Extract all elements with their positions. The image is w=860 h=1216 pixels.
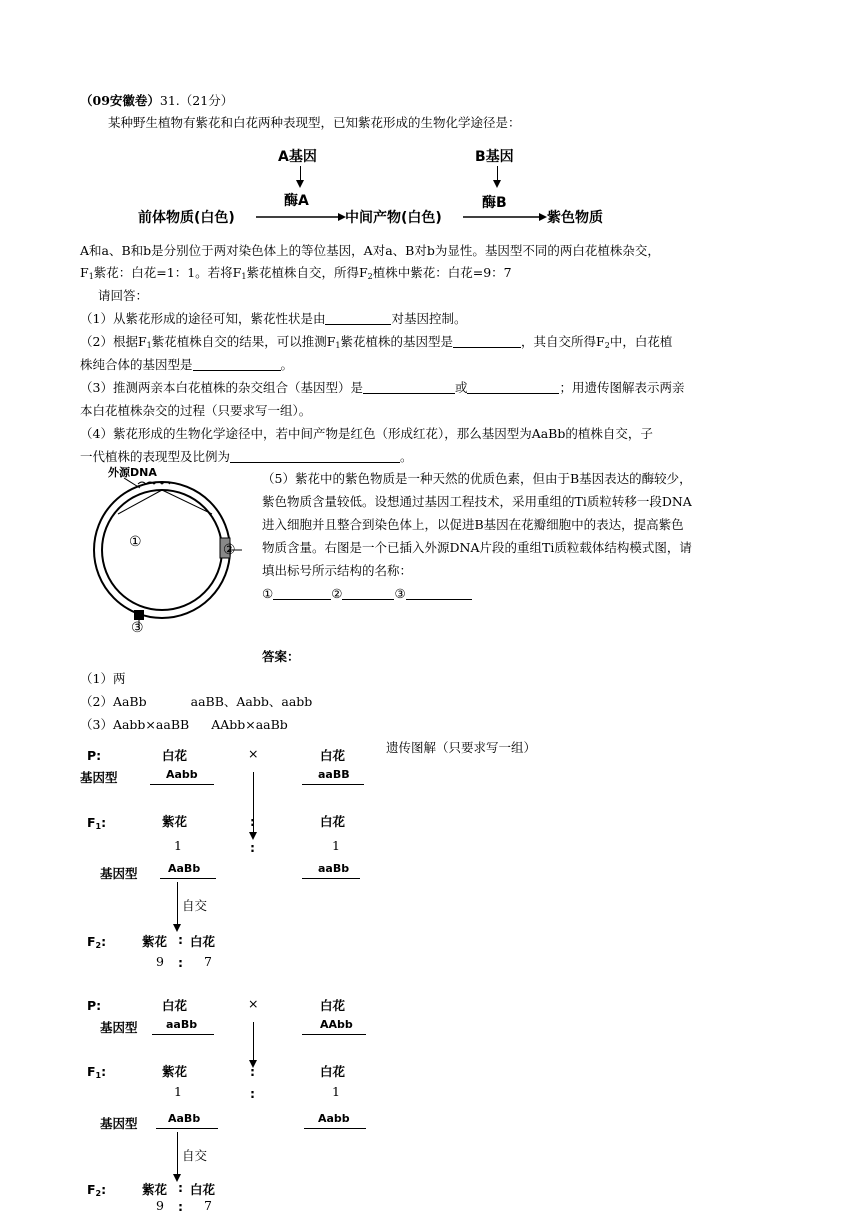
prompt-text: 请回答：	[98, 288, 149, 303]
enzyme-b-label: 酶B	[482, 195, 507, 211]
parent-left-phenotype: 白花	[162, 998, 188, 1013]
question-2-line2: 株纯合体的基因型是 。	[80, 357, 294, 372]
f2-ratio-white: 7	[204, 954, 212, 969]
f1-label: $F_1$:	[87, 815, 107, 831]
question-score: （21分）	[179, 93, 234, 108]
f1-right-phenotype: 白花	[320, 814, 346, 829]
question-5-line5: 填出标号所示结构的名称：	[262, 563, 413, 578]
f2-purple: 紫花	[142, 934, 168, 949]
f1-right-phenotype: 白花	[320, 1064, 346, 1079]
f1-ratio-left: 1	[174, 838, 182, 853]
question-5-line3: 进入细胞并且整合到染色体上，以促进B基因在花瓣细胞中的表达，提高紫色	[262, 517, 684, 532]
plasmid-mark-1: ①	[129, 534, 142, 550]
f2-purple: 紫花	[142, 1182, 168, 1197]
f1-colon: :	[250, 1064, 255, 1079]
arrow-a	[256, 210, 346, 224]
f2-ratio-purple: 9	[156, 954, 164, 969]
p-label: P:	[87, 998, 102, 1013]
cross-symbol: ×	[248, 746, 259, 761]
precursor-label: 前体物质(白色)	[138, 210, 235, 226]
question-5-line2: 紫色物质含量较低。设想通过基因工程技术，采用重组的Ti质粒转移一段DNA	[262, 494, 692, 509]
f1-ratio-right: 1	[332, 838, 340, 853]
plasmid-mark-2: ②	[223, 542, 236, 558]
genotype-label: 基因型	[100, 1020, 138, 1035]
f2-label: $F_2$:	[87, 1182, 107, 1198]
f1-left-genotype: AaBb	[168, 862, 201, 875]
f1-label: $F_1$:	[87, 1064, 107, 1080]
f1-left-phenotype: 紫花	[162, 814, 188, 829]
f1-ratio-colon: :	[250, 840, 255, 855]
q5-blank-2[interactable]	[342, 585, 394, 600]
description-line2: $F_1$紫花：白花=1：1。若将$F_1$紫花植株自交，所得$F_2$植株中紫花：白花=9：7	[80, 265, 512, 281]
self-arrow	[177, 882, 178, 924]
question-4-line2: 一代植株的表现型及比例为 。	[80, 449, 413, 464]
question-4-line1: （4）紫花形成的生物化学途径中，若中间产物是红色（形成红花），那么基因型为AaBb的植株自交，子	[80, 426, 653, 441]
f1-left-genotype: AaBb	[168, 1112, 201, 1125]
question-1: （1）从紫花形成的途径可知，紫花性状是由 对基因控制。	[80, 311, 467, 326]
f1-right-genotype: aaBb	[318, 862, 350, 875]
gene-b-arrowhead	[493, 180, 501, 188]
parent-left-phenotype: 白花	[162, 748, 188, 763]
gene-b-arrow	[497, 166, 498, 180]
f2-ratio-purple: 9	[156, 1198, 164, 1213]
gene-b-label: B基因	[475, 149, 514, 165]
question-number: 31.	[159, 93, 180, 108]
question-3-line1: （3）推测两亲本白花植株的杂交组合（基因型）是 或 ；用遗传图解表示两亲	[80, 380, 685, 395]
plasmid-mark-3: ③	[131, 620, 144, 636]
answer-2: （2）AaBb aaBB、Aabb、aabb	[80, 694, 313, 709]
f2-ratio-white: 7	[204, 1198, 212, 1213]
q3-blank-1[interactable]	[363, 379, 455, 394]
parent-left-genotype: aaBb	[166, 1018, 198, 1031]
q5-blank-3[interactable]	[406, 585, 472, 600]
question-2-line1: （2）根据$F_1$紫花植株自交的结果，可以推测$F_1$紫花植株的基因型是 ，其自交所得$F_2$中，白花植	[80, 334, 673, 350]
f1-genotype-label: 基因型	[100, 866, 138, 881]
f1-genotype-label: 基因型	[100, 1116, 138, 1131]
q1-blank[interactable]	[325, 310, 391, 325]
intro-text: 某种野生植物有紫花和白花两种表现型，已知紫花形成的生物化学途径是：	[108, 115, 521, 130]
f1-ratio-colon: :	[250, 1086, 255, 1101]
description-line1: A和a、B和b是分别位于两对染色体上的等位基因，A对a、B对b为显性。基因型不同的两白花植株杂交，	[80, 243, 660, 258]
f1-colon: :	[250, 814, 255, 829]
q2-blank-1[interactable]	[453, 333, 521, 348]
product-label: 紫色物质	[547, 210, 603, 226]
question-3-line2: 本白花植株杂交的过程（只要求写一组）。	[80, 403, 312, 418]
p-label: P:	[87, 748, 102, 763]
question-5-line1: （5）紫花中的紫色物质是一种天然的优质色素，但由于B基因表达的酶较少，	[262, 471, 692, 486]
q3-blank-2[interactable]	[467, 379, 559, 394]
source-label: （09安徽卷）	[80, 93, 160, 108]
self-arrow	[177, 1132, 178, 1174]
question-5-line4: 物质含量。右图是一个已插入外源DNA片段的重组Ti质粒载体结构模式图，请	[262, 540, 692, 555]
cross-symbol: ×	[248, 996, 259, 1011]
plasmid-foreign-dna-label: 外源DNA	[108, 466, 157, 479]
f2-white: 白花	[190, 1182, 216, 1197]
gene-a-arrow	[300, 166, 301, 180]
genotype-label: 基因型	[80, 770, 118, 785]
parent-right-genotype: aaBB	[318, 768, 350, 781]
parent-right-phenotype: 白花	[320, 998, 346, 1013]
enzyme-a-label: 酶A	[284, 193, 309, 209]
answers-title: 答案：	[262, 649, 300, 664]
parent-right-genotype: AAbb	[320, 1018, 353, 1031]
f1-right-genotype: Aabb	[318, 1112, 350, 1125]
self-label: 自交	[182, 898, 208, 913]
answer-3: （3）Aabb×aaBB AAbb×aaBb	[80, 717, 288, 732]
arrow-b	[463, 210, 547, 224]
cross-arrow	[253, 1022, 254, 1060]
gene-a-arrowhead	[296, 180, 304, 188]
answer-1: （1）两	[80, 671, 126, 686]
diagram-note: 遗传图解（只要求写一组）	[386, 740, 537, 755]
q5-blank-1[interactable]	[273, 585, 331, 600]
gene-a-label: A基因	[278, 149, 317, 165]
parent-left-genotype: Aabb	[166, 768, 198, 781]
self-label: 自交	[182, 1148, 208, 1163]
q2-blank-2[interactable]	[193, 356, 281, 371]
q4-blank[interactable]	[230, 448, 400, 463]
parent-right-phenotype: 白花	[320, 748, 346, 763]
f2-label: $F_2$:	[87, 934, 107, 950]
f1-ratio-left: 1	[174, 1084, 182, 1099]
f1-ratio-right: 1	[332, 1084, 340, 1099]
question-5-blanks: ① ② ③	[262, 583, 472, 605]
f2-white: 白花	[190, 934, 216, 949]
intermediate-label: 中间产物(白色)	[345, 210, 442, 226]
question-header	[80, 90, 233, 112]
f1-left-phenotype: 紫花	[162, 1064, 188, 1079]
